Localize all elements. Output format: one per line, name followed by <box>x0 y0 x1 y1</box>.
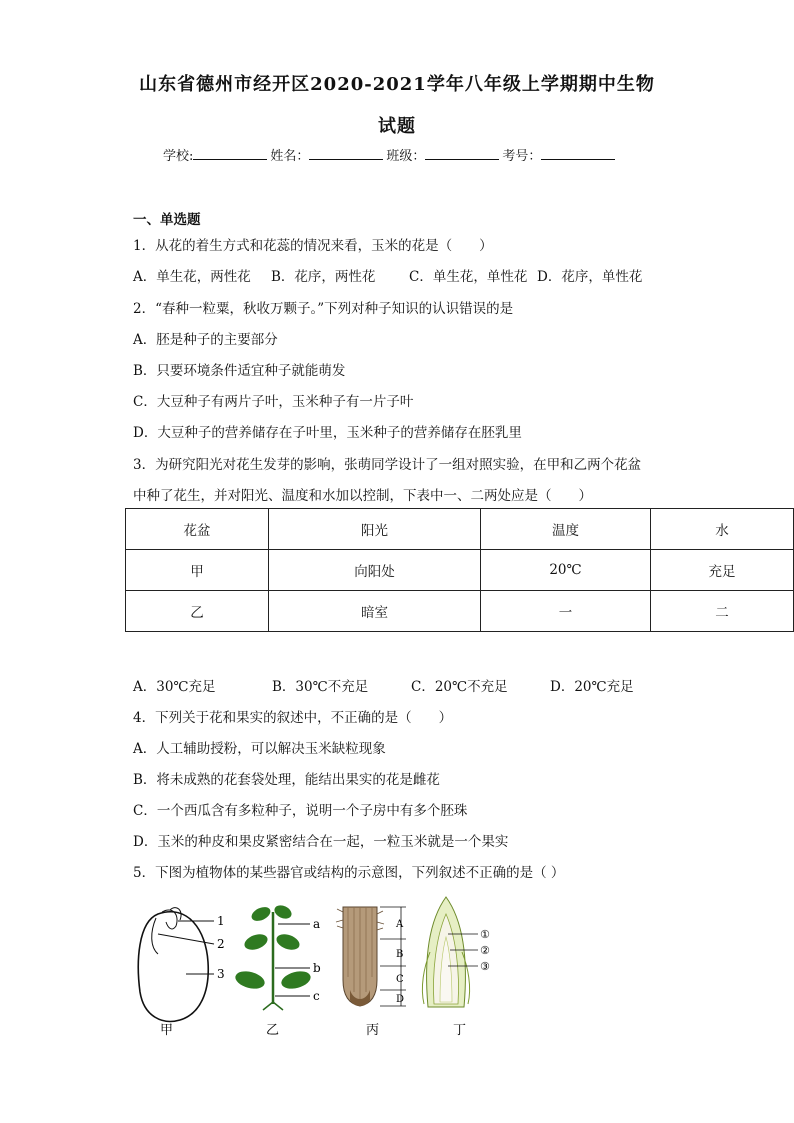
q4-option-d: D．玉米的种皮和果皮紧密结合在一起，一粒玉米就是一个果实 <box>133 834 509 850</box>
table-cell: 充足 <box>650 550 793 591</box>
q4-option-b: B．将未成熟的花套袋处理，能结出果实的花是雌花 <box>133 772 440 788</box>
seed-label-2: 2 <box>217 937 225 951</box>
q2-option-c: C．大豆种子有两片子叶，玉米种子有一片子叶 <box>133 394 414 410</box>
seed-diagram <box>138 908 224 1022</box>
q1-option-d: D．花序，单性花 <box>537 269 643 285</box>
root-zone-a: A <box>396 919 404 930</box>
caption-yi: 乙 <box>266 1023 280 1038</box>
table-cell: 一 <box>480 591 650 632</box>
table-cell: 阳光 <box>269 509 481 550</box>
q2-option-b: B．只要环境条件适宜种子就能萌发 <box>133 363 346 379</box>
table-cell: 花盆 <box>126 509 269 550</box>
table-cell: 温度 <box>480 509 650 550</box>
seed-label-1: 1 <box>217 914 225 928</box>
q3-options <box>133 675 634 695</box>
table-cell: 甲 <box>126 550 269 591</box>
class-label: 班级： <box>386 149 426 164</box>
page-title-line2: 试题 <box>378 116 416 137</box>
seedling-label-a: a <box>313 917 321 931</box>
q2-option-d: D．大豆种子的营养储存在子叶里，玉米种子的营养储存在胚乳里 <box>133 425 522 441</box>
q2-stem: 2．“春种一粒粟，秋收万颗子。”下列对种子知识的认识错误的是 <box>133 301 514 317</box>
q3-option-c: C．20℃不充足 <box>411 679 508 695</box>
q1-stem: 1．从花的着生方式和花蕊的情况来看，玉米的花是（ ） <box>133 238 493 254</box>
table-row <box>126 509 794 550</box>
caption-bing: 丙 <box>366 1023 380 1038</box>
seed-label-3: 3 <box>217 967 225 981</box>
table-row <box>126 550 794 591</box>
page-title: 山东省德州市经开区2020-2021学年八年级上学期期中生物 <box>139 74 655 95</box>
root-zone-d: D <box>396 994 405 1005</box>
q4-option-c: C．一个西瓜含有多粒种子，说明一个子房中有多个胚珠 <box>133 803 468 819</box>
table-row <box>126 591 794 632</box>
q3-option-a: A．30℃充足 <box>133 679 216 695</box>
q1-options <box>133 265 642 285</box>
q4-option-a: A．人工辅助授粉，可以解决玉米缺粒现象 <box>133 741 386 757</box>
q3-table <box>125 508 794 632</box>
section-heading: 一、单选题 <box>133 212 201 228</box>
name-label: 姓名： <box>270 149 310 164</box>
q4-stem: 4．下列关于花和果实的叙述中，不正确的是（ ） <box>133 710 453 726</box>
q3-option-b: B．30℃不充足 <box>272 679 369 695</box>
root-zone-c: C <box>396 974 404 985</box>
q3-stem-line1: 3．为研究阳光对花生发芽的影响，张萌同学设计了一组对照实验，在甲和乙两个花盆 <box>133 457 642 473</box>
seedling-label-c: c <box>313 989 320 1003</box>
table-cell: 二 <box>650 591 793 632</box>
q1-option-c: C．单生花，单性花 <box>409 269 528 285</box>
number-label: 考号： <box>502 149 542 164</box>
q5-figure <box>128 892 548 1042</box>
q3-stem-line2: 中种了花生，并对阳光、温度和水加以控制，下表中一、二两处应是（ ） <box>133 488 592 504</box>
q1-option-a: A．单生花，两性花 <box>133 269 251 285</box>
name-blank <box>309 147 383 160</box>
caption-jia: 甲 <box>160 1023 174 1038</box>
table-cell: 水 <box>650 509 793 550</box>
school-label: 学校: <box>163 149 194 164</box>
q5-stem: 5．下图为植物体的某些器官或结构的示意图，下列叙述不正确的是（ ） <box>133 865 565 881</box>
q1-option-b: B．花序，两性花 <box>271 269 376 285</box>
q3-option-d: D．20℃充足 <box>550 679 634 695</box>
root-tip-diagram <box>336 907 406 1006</box>
bud-label-3: ③ <box>480 960 490 973</box>
table-cell: 向阳处 <box>269 550 481 591</box>
bud-label-1: ① <box>480 928 490 941</box>
school-blank <box>193 147 267 160</box>
class-blank <box>425 147 499 160</box>
student-info <box>163 145 618 164</box>
caption-ding: 丁 <box>453 1023 467 1038</box>
seedling-label-b: b <box>313 961 321 975</box>
q2-option-a: A．胚是种子的主要部分 <box>133 332 278 348</box>
seedling-diagram <box>233 903 321 1010</box>
table-cell: 暗室 <box>269 591 481 632</box>
bud-label-2: ② <box>480 944 490 957</box>
number-blank <box>541 147 615 160</box>
root-zone-b: B <box>396 949 404 960</box>
bud-diagram <box>422 897 490 1007</box>
table-cell: 乙 <box>126 591 269 632</box>
table-cell: 20℃ <box>480 550 650 591</box>
